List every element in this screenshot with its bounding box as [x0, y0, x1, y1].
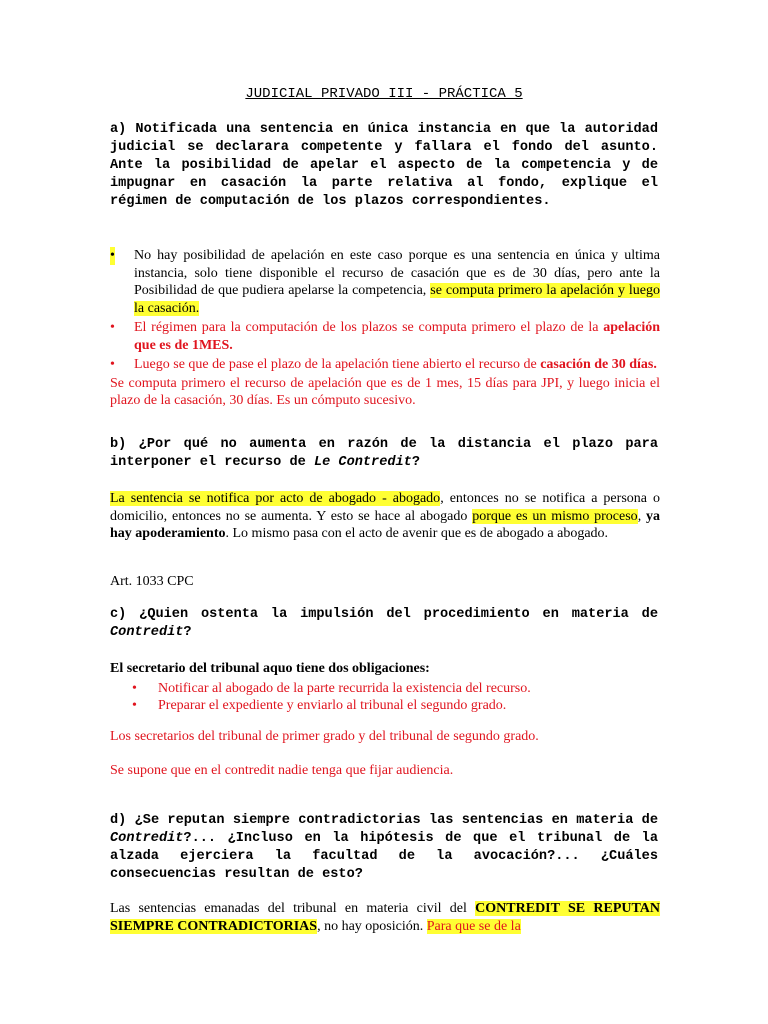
question-c: c) ¿Quien ostenta la impulsión del procedimiento en materia de Contredit?: [110, 607, 658, 640]
answer-c: [110, 660, 660, 715]
answer-c-lead: El secretario del tribunal aquo tiene dos obligaciones:: [110, 661, 430, 676]
answer-a: [110, 247, 660, 410]
answer-c-paragraph-1: Los secretarios del tribunal de primer grado y del tribunal de segundo grado.: [110, 729, 539, 744]
highlighted-text: CONTREDIT SE REPUTAN SIEMPRE CONTRADICTORIAS: [110, 901, 660, 934]
bullet-icon: •: [110, 320, 115, 335]
document-title: JUDICIAL PRIVADO III - PRÁCTICA 5: [245, 86, 523, 102]
answer-d: Las sentencias emanadas del tribunal en materia civil del CONTREDIT SE REPUTAN SIEMPRE CONTRADICTORIAS, no hay oposición. Para que se de la: [110, 901, 660, 934]
answer-a-bullet-3: • Luego se que de pase el plazo de la apelación tiene abierto el recurso de casación de 30 días.: [110, 357, 657, 372]
highlighted-text: Para que se de la: [426, 918, 521, 934]
answer-c-item-2: • Preparar el expediente y enviarlo al tribunal el segundo grado.: [132, 698, 507, 713]
answer-a-paragraph: Se computa primero el recurso de apelación que es de 1 mes, 15 días para JPI, y luego inicia el plazo de la casación, 30 días. Es un cómputo sucesivo.: [110, 375, 660, 408]
question-b: b) ¿Por qué no aumenta en razón de la distancia el plazo para interponer el recurso de Le Contredit?: [110, 437, 658, 470]
question-d: d) ¿Se reputan siempre contradictorias las sentencias en materia de Contredit?... ¿Incluso en la hipótesis de que el tribunal de la alzada ejerciera la facultad de la avocación?... ¿Cuáles consecuencias resultan de esto?: [110, 813, 658, 882]
answer-c-item-1: • Notificar al abogado de la parte recurrida la existencia del recurso.: [132, 680, 531, 696]
answer-b: La sentencia se notifica por acto de abogado - abogado, entonces no se notifica a persona o domicilio, entonces no se aumenta. Y esto se hace al abogado porque es un mismo proceso, ya hay apoderamiento. Lo mismo pasa con el acto de avenir que es de abogado a abogado.: [110, 491, 661, 541]
article-reference: Art. 1033 CPC: [110, 574, 194, 589]
bullet-icon: •: [110, 248, 115, 263]
highlighted-text: La sentencia se notifica por acto de abogado - abogado: [110, 491, 441, 506]
answer-a-bullet-2: • El régimen para la computación de los plazos se computa primero el plazo de la apelación que es de 1MES.: [110, 320, 660, 353]
question-a: a) Notificada una sentencia en única instancia en que la autoridad judicial se declarara competente y fallara el fondo del asunto. Ante la posibilidad de apelar el aspecto de la competencia y de impugnar en casación la parte relativa al fondo, explique el régimen de computación de los plazos correspondientes.: [110, 122, 658, 209]
bullet-icon: •: [132, 698, 137, 713]
highlighted-text: porque es un mismo proceso: [472, 508, 638, 524]
answer-c-paragraph-2: Se supone que en el contredit nadie tenga que fijar audiencia.: [110, 763, 454, 778]
answer-a-bullet-1: • No hay posibilidad de apelación en este caso porque es una sentencia en única y ultima instancia, solo tiene disponible el recurso de casación que es de 30 días, pero ante la Posibilidad de que pudiera apelarse la competencia, se computa primero la apelación y luego la casación.: [110, 248, 660, 316]
bullet-icon: •: [132, 680, 137, 696]
highlighted-text: se computa primero la apelación y luego la casación.: [134, 283, 660, 316]
bullet-icon: •: [110, 357, 115, 372]
